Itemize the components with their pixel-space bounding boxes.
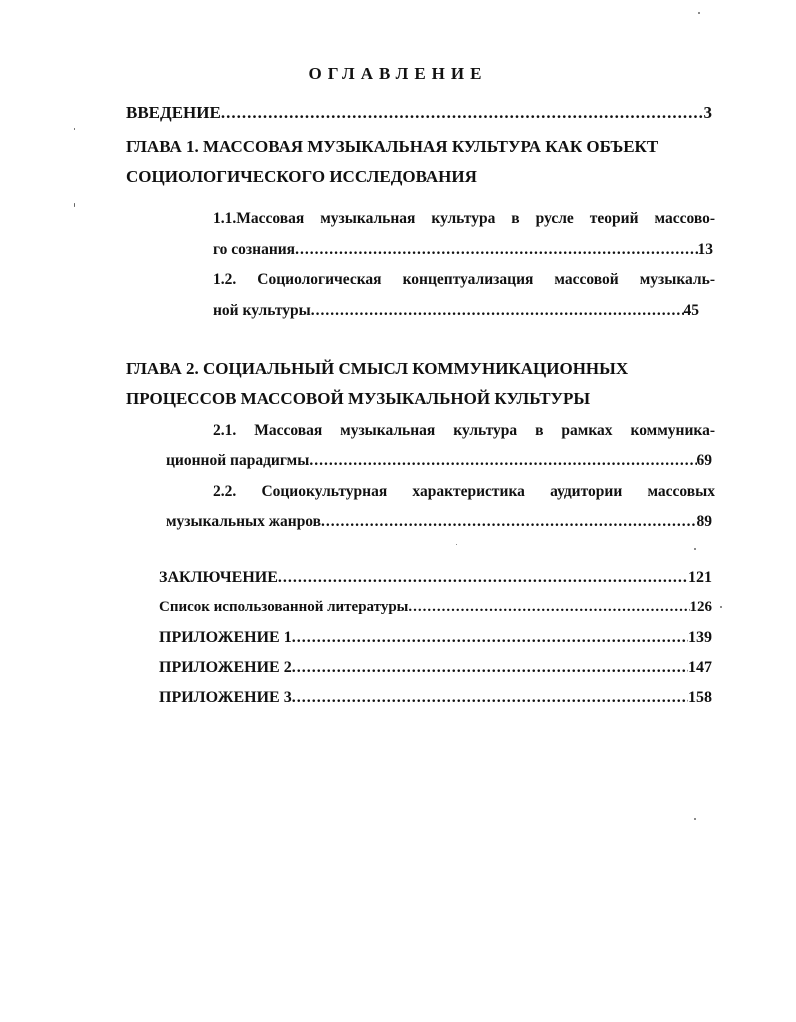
leader-dots [221, 103, 704, 123]
section-2-1-line-1[interactable]: 2.1. Массовая музыкальная культура в рамках коммуника- [213, 422, 715, 439]
toc-page-number: 147 [688, 659, 712, 676]
leader-dots [278, 569, 688, 587]
toc-page-number: 89 [696, 513, 712, 530]
toc-entry-intro[interactable] [126, 103, 712, 123]
toc-entry-label: ной культуры [213, 302, 311, 319]
leader-dots [295, 241, 697, 259]
toc-entry-label: музыкальных жанров [166, 513, 322, 530]
scan-speck [74, 203, 75, 207]
leader-dots [292, 689, 688, 707]
toc-entry-label: ВВЕДЕНИЕ [126, 103, 221, 122]
toc-entry-section-1-2[interactable] [213, 302, 699, 320]
toc-entry-appendix-3[interactable] [159, 689, 712, 707]
toc-entry-conclusion[interactable] [159, 569, 712, 587]
leader-dots [408, 599, 689, 616]
toc-entry-appendix-1[interactable] [159, 629, 712, 647]
scan-speck [694, 548, 696, 550]
leader-dots [292, 659, 688, 677]
toc-page-number: 13 [697, 241, 713, 258]
leader-dots [292, 629, 688, 647]
scan-speck [694, 818, 696, 820]
chapter-1-heading-line-2[interactable]: СОЦИОЛОГИЧЕСКОГО ИССЛЕДОВАНИЯ [126, 167, 477, 186]
toc-entry-label: ПРИЛОЖЕНИЕ 1 [159, 629, 292, 646]
leader-dots [309, 452, 696, 470]
section-2-2-line-1[interactable]: 2.2. Социокультурная характеристика аудитории массовых [213, 483, 715, 500]
scan-speck [74, 128, 75, 130]
toc-page-number: 158 [688, 689, 712, 706]
section-1-1-line-1[interactable]: 1.1.Массовая музыкальная культура в русле теорий массово- [213, 210, 715, 227]
toc-entry-label: Список использованной литературы [159, 599, 409, 615]
toc-entry-label: ционной парадигмы [166, 452, 310, 469]
scan-speck [720, 606, 722, 608]
chapter-2-heading-line-2[interactable]: ПРОЦЕССОВ МАССОВОЙ МУЗЫКАЛЬНОЙ КУЛЬТУРЫ [126, 389, 591, 408]
page-title: ОГЛАВЛЕНИЕ [308, 64, 488, 83]
leader-dots [321, 513, 696, 531]
scan-speck [456, 544, 457, 545]
leader-dots [311, 302, 684, 320]
toc-page-number: 3 [703, 103, 712, 122]
toc-page-number: 126 [689, 599, 712, 615]
toc-entry-label: ПРИЛОЖЕНИЕ 2 [159, 659, 292, 676]
toc-entry-references[interactable] [159, 599, 712, 616]
toc-entry-label: ЗАКЛЮЧЕНИЕ [159, 569, 278, 586]
toc-entry-section-2-1[interactable] [166, 452, 712, 470]
toc-entry-section-1-1[interactable] [213, 241, 713, 259]
toc-page-number: 45 [683, 302, 699, 319]
chapter-2-heading-line-1[interactable]: ГЛАВА 2. СОЦИАЛЬНЫЙ СМЫСЛ КОММУНИКАЦИОННЫХ [126, 359, 629, 378]
toc-entry-label: ПРИЛОЖЕНИЕ 3 [159, 689, 292, 706]
scan-speck [698, 12, 700, 14]
toc-page-number: 121 [688, 569, 712, 586]
toc-entry-label: го сознания [213, 241, 296, 258]
toc-entry-section-2-2[interactable] [166, 513, 712, 531]
toc-page-number: 139 [688, 629, 712, 646]
toc-entry-appendix-2[interactable] [159, 659, 712, 677]
section-1-2-line-1[interactable]: 1.2. Социологическая концептуализация массовой музыкаль- [213, 271, 715, 288]
chapter-1-heading-line-1[interactable]: ГЛАВА 1. МАССОВАЯ МУЗЫКАЛЬНАЯ КУЛЬТУРА КАК ОБЪЕКТ [126, 137, 659, 156]
toc-page-number: 69 [696, 452, 712, 469]
